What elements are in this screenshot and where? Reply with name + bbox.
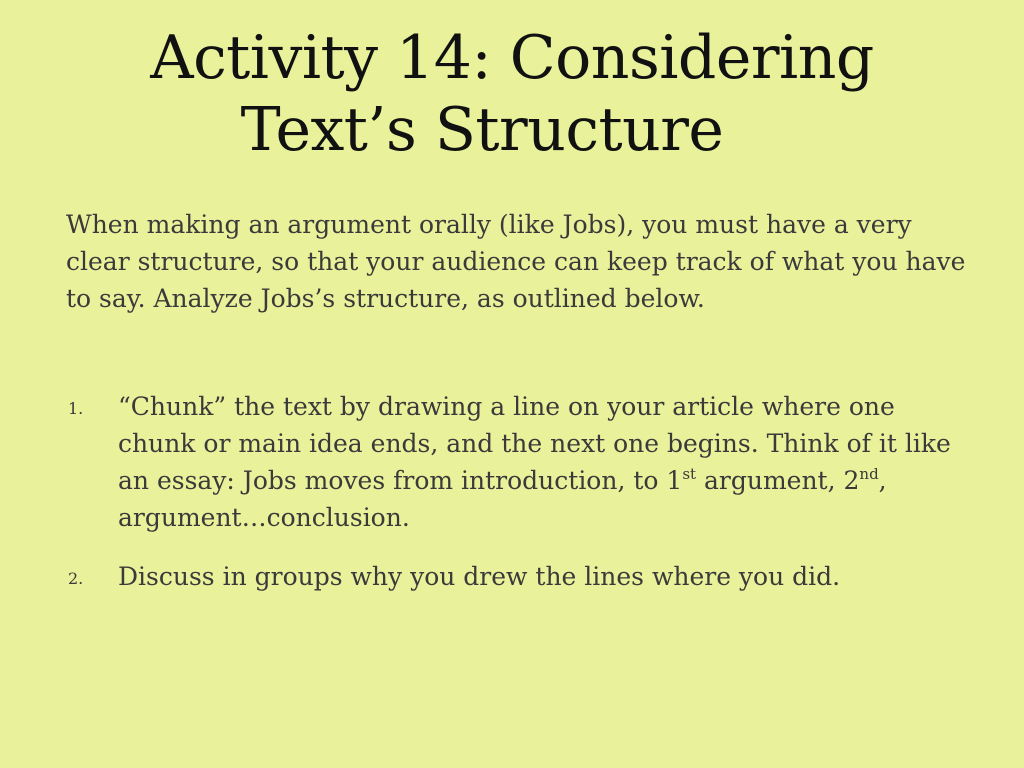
slide-title-line-1: Activity 14: Considering: [150, 23, 874, 93]
step-text-part: , argument…conclusion.: [118, 466, 887, 532]
steps-list: [66, 388, 966, 617]
step-text-part: argument, 2: [696, 466, 860, 495]
step-text-part: “Chunk” the text by drawing a line on your article where one chunk or main idea ends, and the next one begins. Think of it like an essay: Jobs moves from introduction, to 1: [118, 392, 951, 495]
list-item-step-1: [66, 388, 966, 536]
intro-paragraph: When making an argument orally (like Jobs), you must have a very clear structure, so that your audience can keep track of what you have to say. Analyze Jobs’s structure, as outlined below.: [66, 210, 966, 313]
step-text: Discuss in groups why you drew the lines where you did.: [118, 562, 841, 591]
list-item-step-2: [66, 558, 966, 595]
slide-title: [0, 22, 1024, 166]
superscript-nd: nd: [859, 465, 879, 483]
step-number: 1.: [68, 399, 84, 418]
superscript-st: st: [682, 465, 697, 483]
step-text: [118, 388, 966, 536]
slide-title-line-2: Text’s Structure: [240, 95, 724, 165]
step-number: 2.: [68, 569, 84, 588]
